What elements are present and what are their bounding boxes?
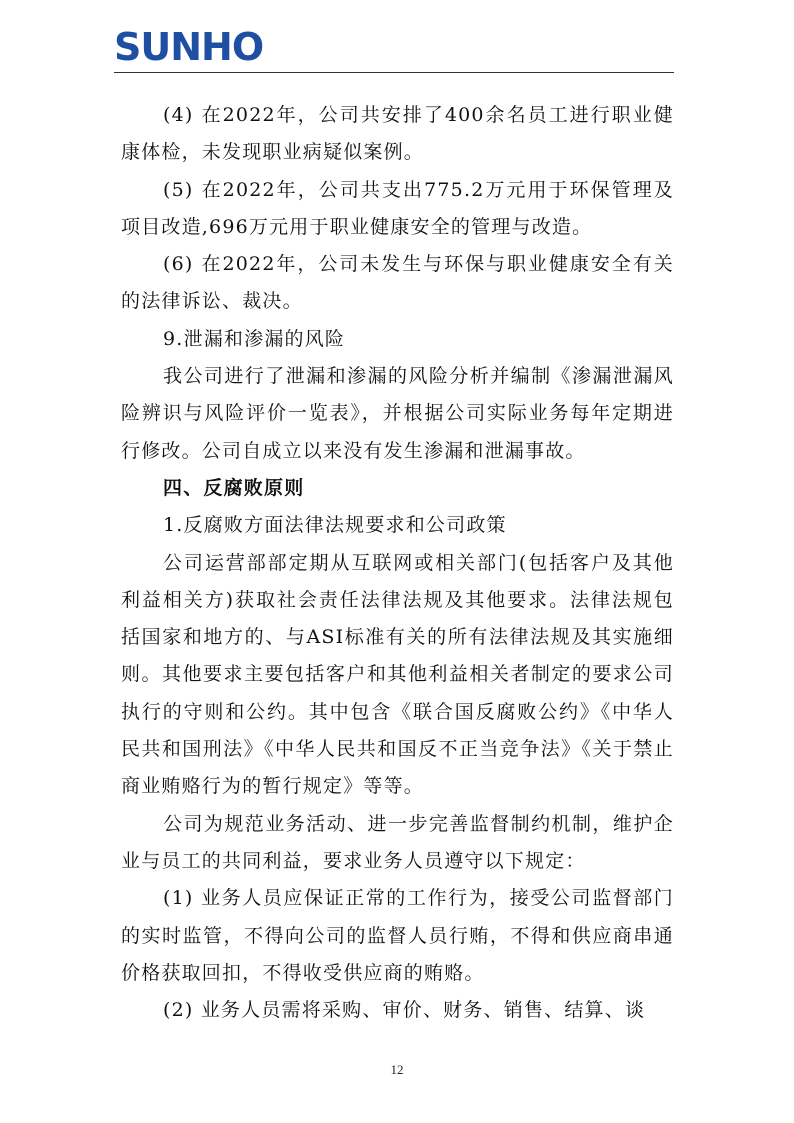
section-heading-leakage-risk: 9.泄漏和渗漏的风险 [163,327,346,350]
paragraph-business-conduct-intro: 公司为规范业务活动、进一步完善监督制约机制，维护企业与员工的共同利益，要求业务人员遵守以下规定： [121,812,674,872]
paragraph-item-4: (4) 在2022年，公司共安排了400余名员工进行职业健康体检，未发现职业病疑似案例。 [121,104,674,164]
page-number: 12 [390,1062,404,1077]
paragraph-rule-1: (1) 业务人员应保证正常的工作行为，接受公司监督部门的实时监管，不得向公司的监督人员行贿，不得和供应商串通价格获取回扣，不得收受供应商的贿赂。 [121,887,674,984]
document-body [121,97,674,1029]
section-heading-anti-corruption-laws: 1.反腐败方面法律法规要求和公司政策 [163,514,507,537]
paragraph-laws-and-regulations: 公司运营部部定期从互联网或相关部门(包括客户及其他利益相关方)获取社会责任法律法规及其他要求。法律法规包括国家和地方的、与ASI标准有关的所有法律法规及其实施细则。其他要求主要包括客户和其他利益相关者制定的要求公司执行的守则和公约。其中包含《联合国反腐败公约》《中华人民共和国刑法》《中华人民共和国反不正当竞争法》《关于禁止商业贿赂行为的暂行规定》等等。 [121,551,674,798]
company-logo: SUNHO [114,25,264,69]
chapter-heading-anti-corruption: 四、反腐败原则 [163,476,305,499]
header-divider [114,72,674,73]
paragraph-rule-2: (2) 业务人员需将采购、审价、财务、销售、结算、谈 [163,999,646,1022]
paragraph-item-5: (5) 在2022年，公司共支出775.2万元用于环保管理及项目改造,696万元用于职业健康安全的管理与改造。 [121,178,674,238]
paragraph-leakage-risk: 我公司进行了泄漏和渗漏的风险分析并编制《渗漏泄漏风险辨识与风险评价一览表》，并根据公司实际业务每年定期进行修改。公司自成立以来没有发生渗漏和泄漏事故。 [121,365,674,462]
paragraph-item-6: (6) 在2022年，公司未发生与环保与职业健康安全有关的法律诉讼、裁决。 [121,253,674,313]
